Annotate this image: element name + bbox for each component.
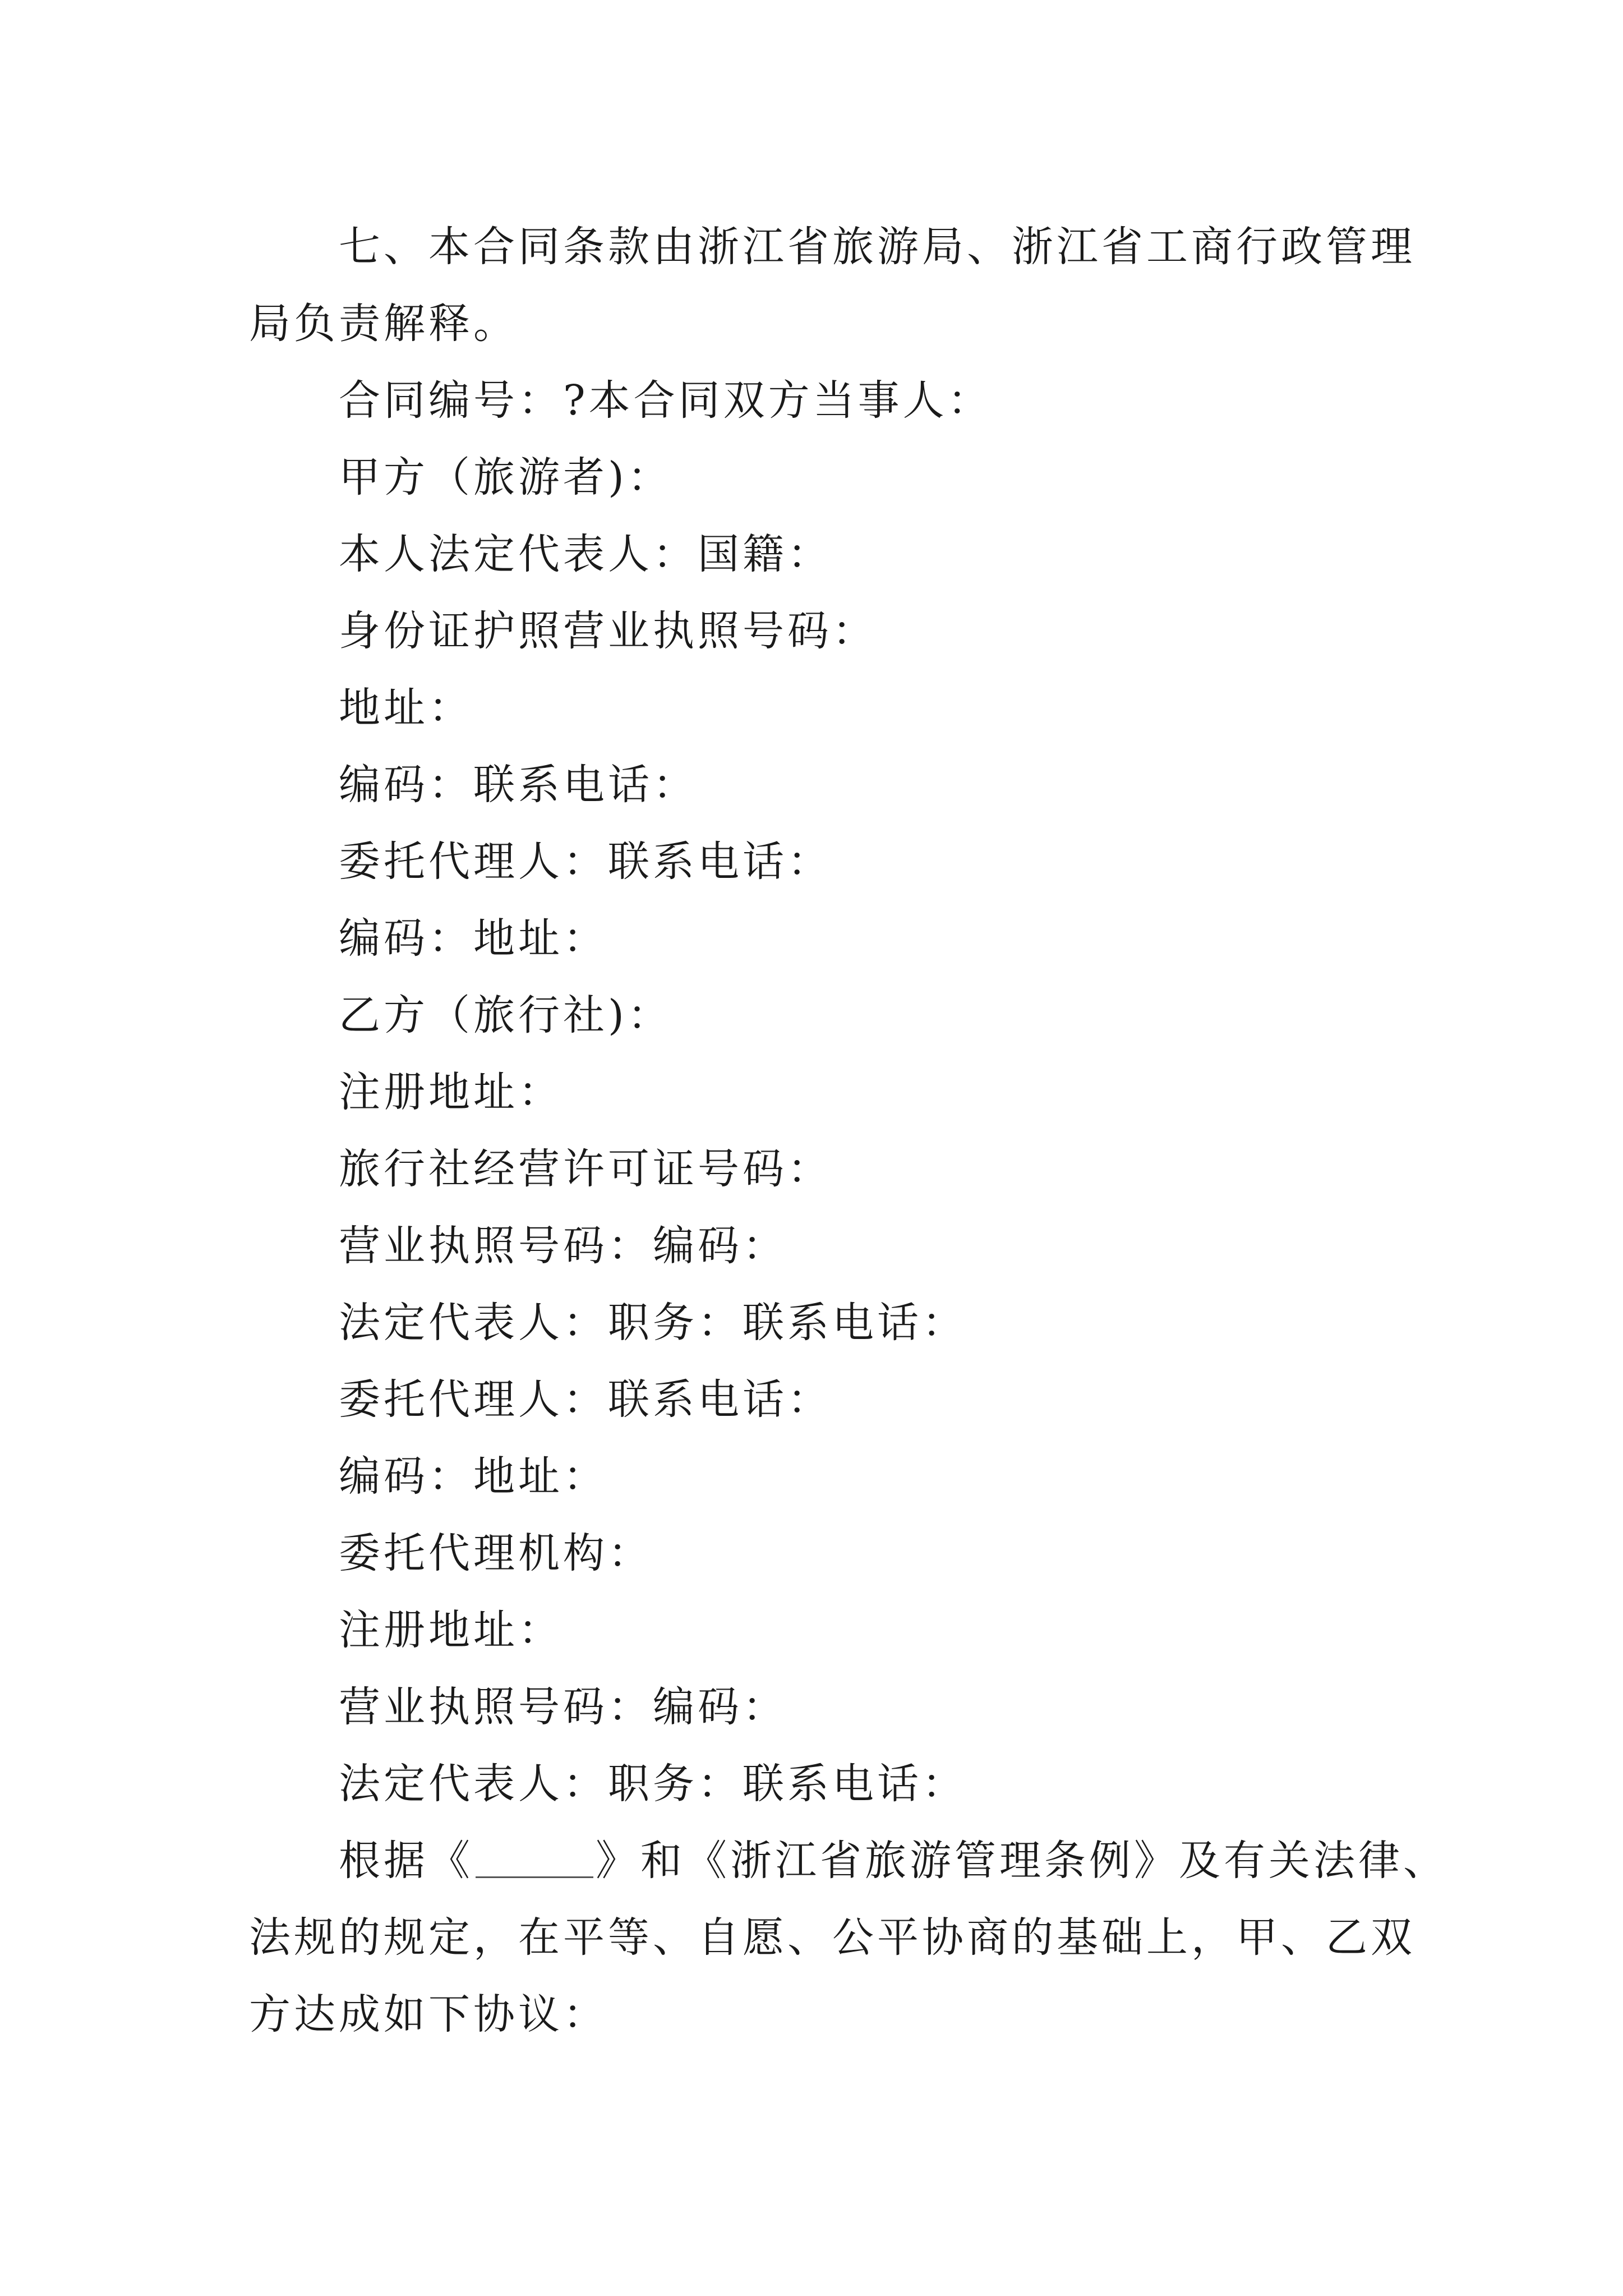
party-b-heading: 乙方（旅行社)： xyxy=(339,991,672,1039)
party-b-registered-address: 注册地址： xyxy=(339,1068,563,1116)
party-a-postcode-phone: 编码：联系电话： xyxy=(339,761,698,809)
party-b-legal-representative: 法定代表人：职务：联系电话： xyxy=(339,1299,967,1347)
party-b-business-license: 营业执照号码：编码： xyxy=(339,1222,787,1270)
agreement-intro: 方达成如下协议： xyxy=(249,1990,608,2039)
agency-business-license: 营业执照号码：编码： xyxy=(339,1683,787,1731)
party-a-agent-postcode-address: 编码：地址： xyxy=(339,914,608,963)
clause-seven-line-1: 七、本合同条款由浙江省旅游局、浙江省工商行政管理 xyxy=(339,223,1415,271)
contract-number-line: 合同编号：?本合同双方当事人： xyxy=(339,376,993,425)
party-a-id-number: 身份证护照营业执照号码： xyxy=(339,607,877,655)
party-a-heading: 甲方（旅游者)： xyxy=(339,453,672,501)
legal-basis-continued: 法规的规定，在平等、自愿、公平协商的基础上，甲、乙双 xyxy=(249,1913,1415,1962)
legal-basis-before: 根据《 xyxy=(339,1837,473,1885)
agency-heading: 委托代理机构： xyxy=(339,1529,653,1577)
party-a-agent-phone: 委托代理人：联系电话： xyxy=(339,838,832,886)
law-name-blank xyxy=(476,1835,593,1878)
agency-registered-address: 注册地址： xyxy=(339,1606,563,1654)
party-a-representative: 本人法定代表人：国籍： xyxy=(339,530,832,578)
party-a-address: 地址： xyxy=(339,684,473,732)
party-b-agent-postcode-address: 编码：地址： xyxy=(339,1452,608,1501)
legal-basis-after: 》和《浙江省旅游管理条例》及有关法律、 xyxy=(596,1837,1448,1885)
agency-legal-representative: 法定代表人：职务：联系电话： xyxy=(339,1760,967,1808)
contract-text xyxy=(249,209,1448,2053)
clause-seven-line-2: 局负责解释。 xyxy=(249,300,518,348)
legal-basis-line xyxy=(249,1823,1448,1899)
party-b-agent-phone: 委托代理人：联系电话： xyxy=(339,1375,832,1424)
party-b-license-number: 旅行社经营许可证号码： xyxy=(339,1145,832,1193)
